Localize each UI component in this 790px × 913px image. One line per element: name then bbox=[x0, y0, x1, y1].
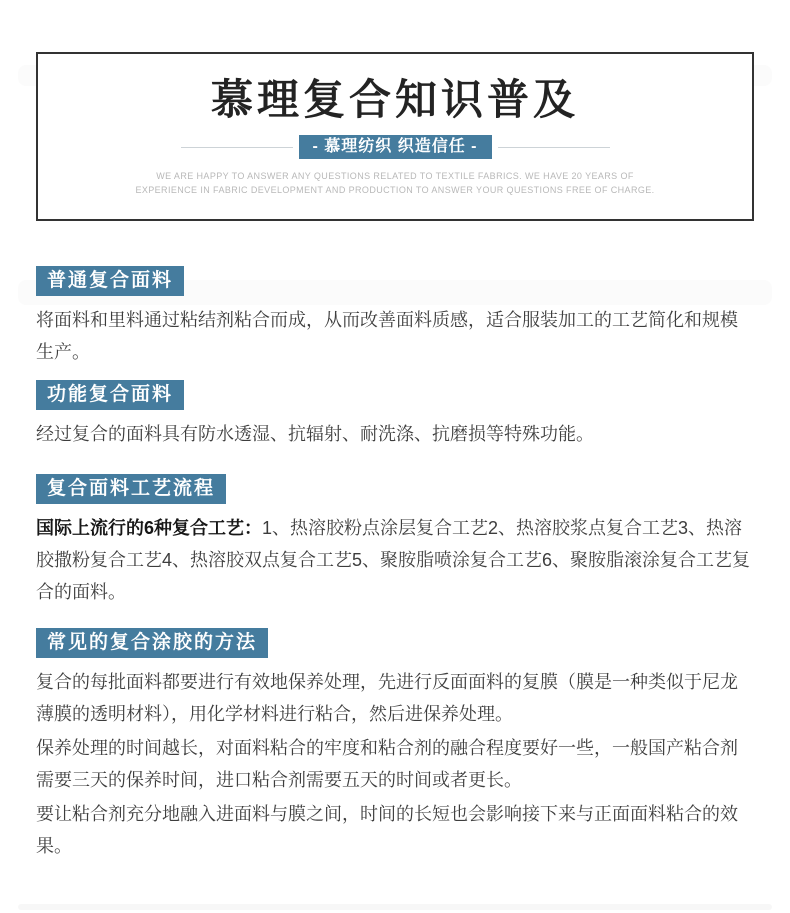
left-rule-line bbox=[181, 147, 293, 148]
content-section bbox=[36, 628, 754, 862]
body-paragraph: 要让粘合剂充分地融入进面料与膜之间，时间的长短也会影响接下来与正面面料粘合的效果。 bbox=[36, 804, 738, 856]
body-paragraph: 复合的每批面料都要进行有效地保养处理，先进行反面面料的复膜（膜是一种类似于尼龙薄膜的透明材料），用化学材料进行粘合，然后进保养处理。 bbox=[36, 672, 738, 724]
body-paragraph: 经过复合的面料具有防水透湿、抗辐射、耐洗涤、抗磨损等特殊功能。 bbox=[36, 424, 594, 444]
paragraph-text: 1、热溶胶粉点涂层复合工艺2、热溶胶浆点复合工艺3、热溶胶撒粉复合工艺4、热溶胶双点复合工艺5、聚胺脂喷涂复合工艺6、聚胺脂滚涂复合工艺复合的面料。 bbox=[36, 518, 751, 602]
section-heading-badge: 复合面料工艺流程 bbox=[36, 474, 226, 504]
body-paragraph bbox=[36, 512, 754, 608]
page bbox=[0, 52, 790, 913]
bottom-divider-band bbox=[18, 904, 772, 910]
section-heading-badge: 功能复合面料 bbox=[36, 380, 184, 410]
body-paragraph: 保养处理的时间越长，对面料粘合的牢度和粘合剂的融合程度要好一些，一般国产粘合剂需要三天的保养时间，进口粘合剂需要五天的时间或者更长。 bbox=[36, 738, 738, 790]
content-section bbox=[36, 380, 754, 450]
section-heading-badge: 常见的复合涂胶的方法 bbox=[36, 628, 268, 658]
body-paragraph: 将面料和里料通过粘结剂粘合而成，从而改善面料质感，适合服装加工的工艺简化和规模生产。 bbox=[36, 310, 738, 362]
content-section bbox=[36, 266, 754, 368]
page-title: 慕理复合知识普及 bbox=[210, 78, 579, 124]
content bbox=[36, 266, 754, 862]
brand-badge: - 慕理纺织 织造信任 - bbox=[299, 135, 492, 159]
brand-badge-row bbox=[38, 135, 752, 159]
hero-caption-line1: WE ARE HAPPY TO ANSWER ANY QUESTIONS RELATED TO TEXTILE FABRICS. WE HAVE 20 YEARS OF bbox=[156, 171, 634, 181]
paragraph-lead: 国际上流行的6种复合工艺： bbox=[36, 518, 263, 538]
hero-caption-line2: EXPERIENCE IN FABRIC DEVELOPMENT AND PRODUCTION TO ANSWER YOUR QUESTIONS FREE OF CHARGE. bbox=[135, 185, 655, 195]
section-heading-badge: 普通复合面料 bbox=[36, 266, 184, 296]
content-section bbox=[36, 474, 754, 608]
hero-card bbox=[36, 52, 754, 221]
right-rule-line bbox=[498, 147, 610, 148]
